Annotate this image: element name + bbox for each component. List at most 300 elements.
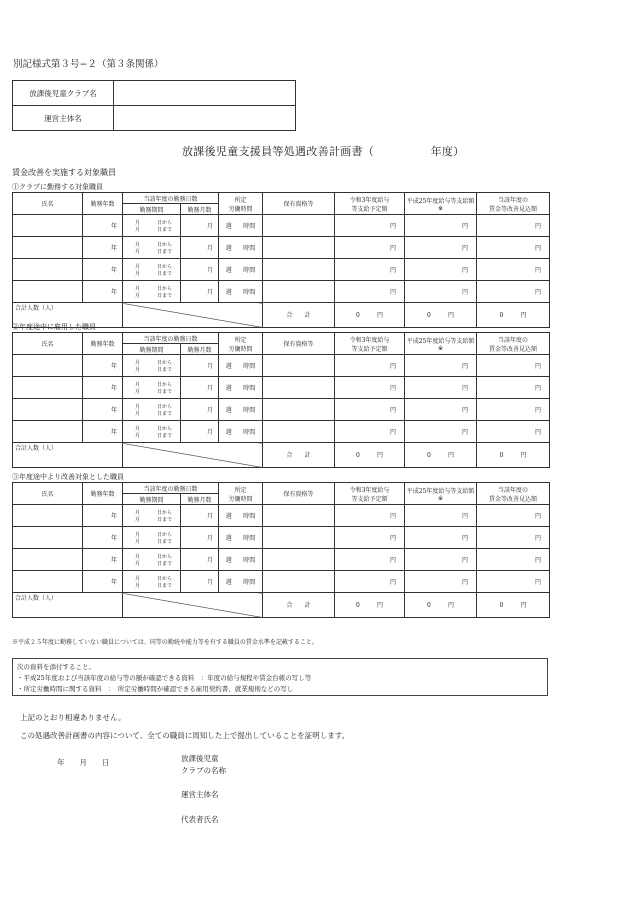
club-name-label: 放課後児童クラブ名	[13, 81, 114, 106]
table-row	[13, 281, 550, 303]
years-cell[interactable]	[83, 237, 123, 259]
months-cell[interactable]	[181, 281, 219, 303]
hours-cell[interactable]	[219, 571, 263, 593]
yen-unit: 円	[462, 535, 469, 542]
h25-amount-cell[interactable]	[405, 549, 477, 571]
years-cell[interactable]	[83, 571, 123, 593]
yen-unit: 円	[520, 312, 527, 320]
total-r3	[335, 443, 405, 468]
from-month-unit: 月	[135, 509, 141, 516]
qualification-cell[interactable]	[263, 377, 335, 399]
period-cell[interactable]	[123, 355, 181, 377]
estimate-cell[interactable]	[477, 215, 550, 237]
table-row	[13, 237, 550, 259]
months-cell[interactable]	[181, 571, 219, 593]
to-day-unit: 日まで	[157, 270, 173, 277]
header-period: 勤務期間	[123, 494, 181, 505]
total-r3	[335, 593, 405, 618]
year-unit: 年	[110, 267, 117, 274]
header-months: 勤務月数	[181, 204, 219, 215]
staff-table	[12, 332, 550, 468]
total-row	[13, 593, 550, 603]
h25-amount-cell[interactable]	[405, 399, 477, 421]
yen-unit: 円	[462, 579, 469, 586]
yen-unit: 円	[377, 602, 384, 610]
year-unit: 年	[110, 557, 117, 564]
from-month-unit: 月	[135, 241, 141, 248]
years-cell[interactable]	[83, 355, 123, 377]
total-value: 0	[356, 452, 360, 460]
month-unit: 月	[207, 223, 214, 230]
from-month-unit: 月	[135, 403, 141, 410]
to-day-unit: 日まで	[157, 516, 173, 523]
h25-amount-cell[interactable]	[405, 259, 477, 281]
table-row	[13, 527, 550, 549]
header-period: 勤務期間	[123, 344, 181, 355]
name-cell[interactable]	[13, 237, 83, 259]
yen-unit: 円	[535, 363, 542, 370]
total-estimate	[477, 443, 550, 468]
months-cell[interactable]	[181, 527, 219, 549]
hours-unit: 時間	[243, 385, 256, 392]
r3-amount-cell[interactable]	[335, 527, 405, 549]
yen-unit: 円	[520, 452, 527, 460]
hours-cell[interactable]	[219, 259, 263, 281]
section-title: ②年度途中に雇用した職員	[12, 323, 96, 331]
name-cell[interactable]	[13, 355, 83, 377]
club-label-2: クラブの名称	[181, 766, 226, 775]
yen-unit: 円	[390, 535, 397, 542]
header-hours-line2: 労働時間	[228, 205, 253, 213]
from-day-unit: 日から	[157, 553, 173, 560]
club-name-field[interactable]	[114, 81, 296, 106]
from-month-unit: 月	[135, 263, 141, 270]
attachment-item-2: ・所定労働時間に関する資料 ： 所定労働時間が確認できる雇用契約書、就業規則などの写し	[17, 685, 294, 693]
total-row	[13, 443, 550, 453]
to-day-unit: 日まで	[157, 388, 173, 395]
to-month-unit: 月	[135, 388, 141, 395]
months-cell[interactable]	[181, 399, 219, 421]
header-estimate	[477, 483, 550, 505]
table-row	[13, 259, 550, 281]
years-cell[interactable]	[83, 505, 123, 527]
total-value: 0	[499, 312, 504, 320]
years-cell[interactable]	[83, 549, 123, 571]
h25-amount-cell[interactable]	[405, 281, 477, 303]
representative-label: 代表者氏名	[181, 815, 219, 824]
total-count-cell[interactable]	[13, 602, 123, 617]
header-years: 勤務年数	[83, 483, 123, 505]
from-day-unit: 日から	[157, 359, 173, 366]
header-r3-amount	[335, 483, 405, 505]
name-cell[interactable]	[13, 399, 83, 421]
week-unit: 週	[225, 223, 232, 230]
name-cell[interactable]	[13, 571, 83, 593]
yen-unit: 円	[535, 429, 542, 436]
yen-unit: 円	[535, 289, 542, 296]
table-row	[13, 571, 550, 593]
estimate-cell[interactable]	[477, 281, 550, 303]
header-hours	[219, 193, 263, 215]
header-r3-amount	[335, 333, 405, 355]
header-months: 勤務月数	[181, 494, 219, 505]
footnote: ※平成２５年度に勤務していない職員については、同等の勤続や能力等を有する職員の賃金水準を記載すること。	[12, 639, 318, 646]
name-cell[interactable]	[13, 527, 83, 549]
h25-amount-cell[interactable]	[405, 527, 477, 549]
qualification-cell[interactable]	[263, 505, 335, 527]
months-cell[interactable]	[181, 215, 219, 237]
from-month-unit: 月	[135, 425, 141, 432]
hours-cell[interactable]	[219, 399, 263, 421]
from-day-unit: 日から	[157, 509, 173, 516]
estimate-cell[interactable]	[477, 571, 550, 593]
period-cell[interactable]	[123, 259, 181, 281]
header-h25-line1: 平成25年度給与等支給額	[406, 197, 475, 205]
total-count-label: 合計人数（人）	[13, 443, 123, 453]
operator-label: 運営主体名	[13, 106, 114, 131]
total-row	[13, 303, 550, 313]
period-cell[interactable]	[123, 527, 181, 549]
to-month-unit: 月	[135, 366, 141, 373]
table-row	[13, 421, 550, 443]
hours-cell[interactable]	[219, 237, 263, 259]
from-month-unit: 月	[135, 359, 141, 366]
from-month-unit: 月	[135, 381, 141, 388]
declaration-1: 上記のとおり相違ありません。	[20, 713, 126, 722]
name-cell[interactable]	[13, 377, 83, 399]
years-cell[interactable]	[83, 421, 123, 443]
header-h25-line2: ※	[438, 494, 444, 502]
table-row	[13, 399, 550, 421]
year-unit: 年	[110, 363, 117, 370]
table-row	[13, 549, 550, 571]
total-value: 0	[499, 452, 504, 460]
qualification-cell[interactable]	[263, 281, 335, 303]
year-unit: 年	[110, 245, 117, 252]
yen-unit: 円	[462, 385, 469, 392]
qualification-cell[interactable]	[263, 549, 335, 571]
week-unit: 週	[225, 245, 232, 252]
total-h25	[405, 303, 477, 328]
yen-unit: 円	[390, 385, 397, 392]
header-r3-line2: 等支給予定額	[351, 205, 388, 213]
total-diagonal	[123, 303, 263, 328]
r3-amount-cell[interactable]	[335, 281, 405, 303]
estimate-cell[interactable]	[477, 505, 550, 527]
yen-unit: 円	[535, 557, 542, 564]
to-day-unit: 日まで	[157, 226, 173, 233]
estimate-cell[interactable]	[477, 377, 550, 399]
header-r3-amount	[335, 193, 405, 215]
table-row	[13, 355, 550, 377]
period-cell[interactable]	[123, 281, 181, 303]
from-day-unit: 日から	[157, 531, 173, 538]
yen-unit: 円	[448, 312, 455, 320]
hours-unit: 時間	[243, 513, 256, 520]
qualification-cell[interactable]	[263, 237, 335, 259]
month-unit: 月	[207, 289, 214, 296]
total-diagonal	[123, 593, 263, 618]
period-cell[interactable]	[123, 377, 181, 399]
form-label: 別記様式第３号−２（第３条関係）	[13, 59, 164, 70]
to-month-unit: 月	[135, 582, 141, 589]
week-unit: 週	[225, 557, 232, 564]
to-month-unit: 月	[135, 248, 141, 255]
qualification-cell[interactable]	[263, 421, 335, 443]
page-title: 放課後児童支援員等処遇改善計画書（ 年度）	[182, 145, 465, 158]
estimate-cell[interactable]	[477, 259, 550, 281]
years-cell[interactable]	[83, 527, 123, 549]
hours-unit: 時間	[243, 535, 256, 542]
hours-unit: 時間	[243, 407, 256, 414]
total-value: 0	[427, 312, 431, 320]
from-day-unit: 日から	[157, 381, 173, 388]
months-cell[interactable]	[181, 237, 219, 259]
r3-amount-cell[interactable]	[335, 571, 405, 593]
to-month-unit: 月	[135, 538, 141, 545]
yen-unit: 円	[535, 223, 542, 230]
r3-amount-cell[interactable]	[335, 259, 405, 281]
hours-unit: 時間	[243, 267, 256, 274]
week-unit: 週	[225, 385, 232, 392]
from-day-unit: 日から	[157, 219, 173, 226]
r3-amount-cell[interactable]	[335, 421, 405, 443]
yen-unit: 円	[448, 602, 455, 610]
hours-cell[interactable]	[219, 377, 263, 399]
hours-unit: 時間	[243, 289, 256, 296]
months-cell[interactable]	[181, 259, 219, 281]
staff-table	[12, 482, 550, 618]
month-unit: 月	[207, 535, 214, 542]
hours-unit: 時間	[243, 223, 256, 230]
header-est-line2: 賃金等改善見込額	[489, 495, 538, 503]
header-r3-line2: 等支給予定額	[351, 345, 388, 353]
yen-unit: 円	[520, 602, 527, 610]
week-unit: 週	[225, 513, 232, 520]
header-hours-line2: 労働時間	[228, 495, 253, 503]
period-cell[interactable]	[123, 399, 181, 421]
operator-field[interactable]	[114, 106, 296, 131]
estimate-cell[interactable]	[477, 527, 550, 549]
r3-amount-cell[interactable]	[335, 377, 405, 399]
months-cell[interactable]	[181, 355, 219, 377]
year-unit: 年	[110, 535, 117, 542]
header-h25-line1: 平成25年度給与等支給額	[406, 487, 475, 495]
header-h25-amount	[405, 193, 477, 215]
header-months: 勤務月数	[181, 344, 219, 355]
hours-cell[interactable]	[219, 215, 263, 237]
staff-table	[12, 192, 550, 328]
yen-unit: 円	[448, 452, 455, 460]
months-cell[interactable]	[181, 549, 219, 571]
years-cell[interactable]	[83, 281, 123, 303]
estimate-cell[interactable]	[477, 355, 550, 377]
club-label-1: 放課後児童	[181, 754, 219, 763]
yen-unit: 円	[377, 312, 384, 320]
hours-cell[interactable]	[219, 281, 263, 303]
period-cell[interactable]	[123, 505, 181, 527]
qualification-cell[interactable]	[263, 571, 335, 593]
to-month-unit: 月	[135, 270, 141, 277]
month-unit: 月	[207, 363, 214, 370]
estimate-cell[interactable]	[477, 549, 550, 571]
to-month-unit: 月	[135, 560, 141, 567]
total-sum-label: 合 計	[263, 593, 335, 618]
period-cell[interactable]	[123, 571, 181, 593]
r3-amount-cell[interactable]	[335, 399, 405, 421]
yen-unit: 円	[535, 579, 542, 586]
qualification-cell[interactable]	[263, 215, 335, 237]
name-cell[interactable]	[13, 281, 83, 303]
h25-amount-cell[interactable]	[405, 421, 477, 443]
name-cell[interactable]	[13, 505, 83, 527]
from-day-unit: 日から	[157, 285, 173, 292]
yen-unit: 円	[390, 245, 397, 252]
period-cell[interactable]	[123, 421, 181, 443]
years-cell[interactable]	[83, 377, 123, 399]
week-unit: 週	[225, 407, 232, 414]
month-unit: 月	[207, 429, 214, 436]
years-cell[interactable]	[83, 399, 123, 421]
week-unit: 週	[225, 289, 232, 296]
header-r3-line2: 等支給予定額	[351, 495, 388, 503]
total-count-cell[interactable]	[13, 452, 123, 467]
from-day-unit: 日から	[157, 241, 173, 248]
name-cell[interactable]	[13, 421, 83, 443]
yen-unit: 円	[462, 267, 469, 274]
months-cell[interactable]	[181, 421, 219, 443]
week-unit: 週	[225, 363, 232, 370]
yen-unit: 円	[462, 407, 469, 414]
header-est-line2: 賃金等改善見込額	[489, 345, 538, 353]
table-row	[13, 215, 550, 237]
yen-unit: 円	[535, 407, 542, 414]
header-qualifications: 保有資格等	[263, 483, 335, 505]
section-title: ③年度途中より改善対象とした職員	[12, 473, 124, 481]
yen-unit: 円	[462, 513, 469, 520]
period-cell[interactable]	[123, 549, 181, 571]
to-day-unit: 日まで	[157, 292, 173, 299]
yen-unit: 円	[390, 267, 397, 274]
qualification-cell[interactable]	[263, 399, 335, 421]
name-cell[interactable]	[13, 549, 83, 571]
header-r3-line1: 令和3年度給与	[349, 336, 390, 344]
year-unit: 年	[110, 385, 117, 392]
year-unit: 年	[110, 513, 117, 520]
to-month-unit: 月	[135, 226, 141, 233]
from-day-unit: 日から	[157, 263, 173, 270]
total-h25	[405, 443, 477, 468]
total-value: 0	[427, 452, 431, 460]
hours-cell[interactable]	[219, 549, 263, 571]
yen-unit: 円	[390, 407, 397, 414]
months-cell[interactable]	[181, 377, 219, 399]
to-month-unit: 月	[135, 516, 141, 523]
period-cell[interactable]	[123, 237, 181, 259]
estimate-cell[interactable]	[477, 237, 550, 259]
total-value: 0	[499, 602, 504, 610]
qualification-cell[interactable]	[263, 527, 335, 549]
total-r3	[335, 303, 405, 328]
header-days-group: 当該年度の勤務日数	[123, 193, 219, 204]
hours-unit: 時間	[243, 429, 256, 436]
week-unit: 週	[225, 535, 232, 542]
header-days-group: 当該年度の勤務日数	[123, 483, 219, 494]
hours-unit: 時間	[243, 557, 256, 564]
total-estimate	[477, 593, 550, 618]
months-cell[interactable]	[181, 505, 219, 527]
hours-unit: 時間	[243, 579, 256, 586]
total-value: 0	[356, 602, 360, 610]
month-unit: 月	[207, 267, 214, 274]
yen-unit: 円	[535, 513, 542, 520]
estimate-cell[interactable]	[477, 399, 550, 421]
header-hours-line1: 所定	[234, 336, 247, 344]
hours-cell[interactable]	[219, 355, 263, 377]
year-unit: 年	[110, 429, 117, 436]
to-day-unit: 日まで	[157, 582, 173, 589]
r3-amount-cell[interactable]	[335, 355, 405, 377]
attachment-intro: 次の資料を添付すること。	[17, 663, 95, 671]
h25-amount-cell[interactable]	[405, 571, 477, 593]
h25-amount-cell[interactable]	[405, 505, 477, 527]
yen-unit: 円	[390, 579, 397, 586]
h25-amount-cell[interactable]	[405, 215, 477, 237]
info-table	[12, 80, 296, 131]
r3-amount-cell[interactable]	[335, 215, 405, 237]
r3-amount-cell[interactable]	[335, 549, 405, 571]
header-est-line2: 賃金等改善見込額	[489, 205, 538, 213]
yen-unit: 円	[390, 557, 397, 564]
declaration-2: この処遇改善計画書の内容について、全ての職員に周知した上で提出していることを証明します。	[20, 731, 350, 740]
h25-amount-cell[interactable]	[405, 355, 477, 377]
qualification-cell[interactable]	[263, 259, 335, 281]
to-month-unit: 月	[135, 292, 141, 299]
h25-amount-cell[interactable]	[405, 237, 477, 259]
to-day-unit: 日まで	[157, 538, 173, 545]
years-cell[interactable]	[83, 259, 123, 281]
years-cell[interactable]	[83, 215, 123, 237]
hours-cell[interactable]	[219, 527, 263, 549]
from-day-unit: 日から	[157, 403, 173, 410]
header-h25-line1: 平成25年度給与等支給額	[406, 337, 475, 345]
h25-amount-cell[interactable]	[405, 377, 477, 399]
header-h25-amount	[405, 333, 477, 355]
header-years: 勤務年数	[83, 193, 123, 215]
total-h25	[405, 593, 477, 618]
total-count-label: 合計人数（人）	[13, 303, 123, 313]
header-est-line1: 当該年度の	[498, 196, 529, 204]
yen-unit: 円	[535, 535, 542, 542]
from-day-unit: 日から	[157, 575, 173, 582]
period-cell[interactable]	[123, 215, 181, 237]
total-value: 0	[356, 312, 360, 320]
name-cell[interactable]	[13, 215, 83, 237]
r3-amount-cell[interactable]	[335, 237, 405, 259]
estimate-cell[interactable]	[477, 421, 550, 443]
header-r3-line1: 令和3年度給与	[349, 196, 390, 204]
sub-heading: 賃金改善を実施する対象職員	[12, 168, 116, 177]
r3-amount-cell[interactable]	[335, 505, 405, 527]
header-qualifications: 保有資格等	[263, 193, 335, 215]
qualification-cell[interactable]	[263, 355, 335, 377]
year-unit: 年	[110, 579, 117, 586]
to-month-unit: 月	[135, 432, 141, 439]
yen-unit: 円	[390, 363, 397, 370]
name-cell[interactable]	[13, 259, 83, 281]
hours-cell[interactable]	[219, 505, 263, 527]
hours-cell[interactable]	[219, 421, 263, 443]
